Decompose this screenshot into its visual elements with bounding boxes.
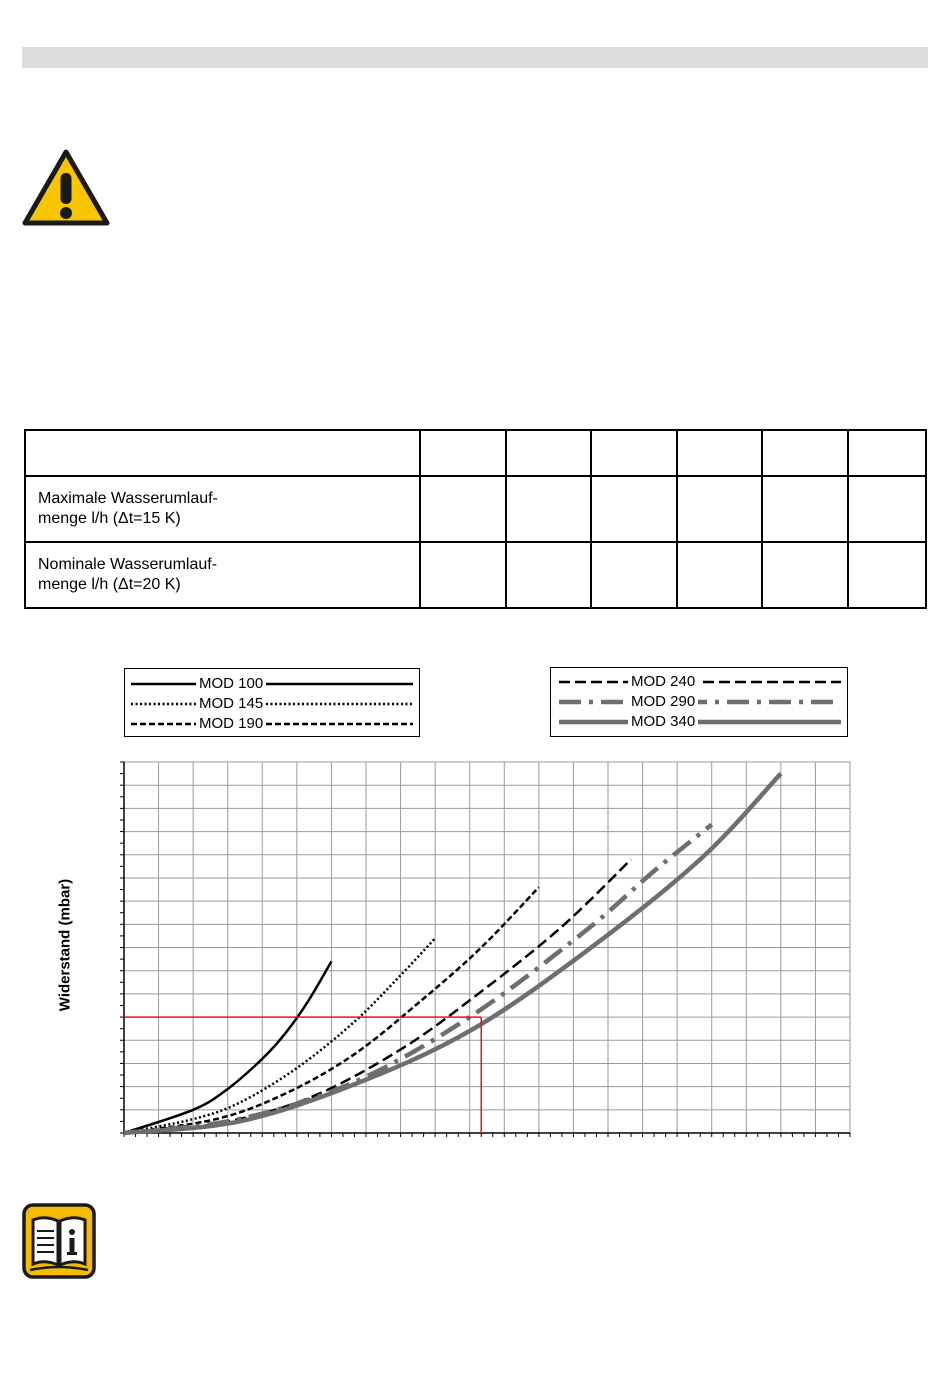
legend-label: MOD 240 bbox=[628, 672, 698, 692]
legend-label: MOD 290 bbox=[628, 692, 698, 712]
row-label-line: Maximale Wasserumlauf- bbox=[38, 490, 218, 507]
row-label-line: menge l/h (Δt=15 K) bbox=[38, 510, 181, 527]
row-label-line: menge l/h (Δt=20 K) bbox=[38, 576, 181, 593]
legend-label: MOD 190 bbox=[196, 714, 266, 734]
manual-info-icon bbox=[22, 1203, 96, 1279]
legend-label: MOD 145 bbox=[196, 694, 266, 714]
y-axis-label: Widerstand (mbar) bbox=[56, 878, 74, 1012]
legend-label: MOD 100 bbox=[196, 674, 266, 694]
row-label-line: Nominale Wasserumlauf- bbox=[38, 556, 218, 573]
legend-label: MOD 340 bbox=[628, 712, 698, 732]
